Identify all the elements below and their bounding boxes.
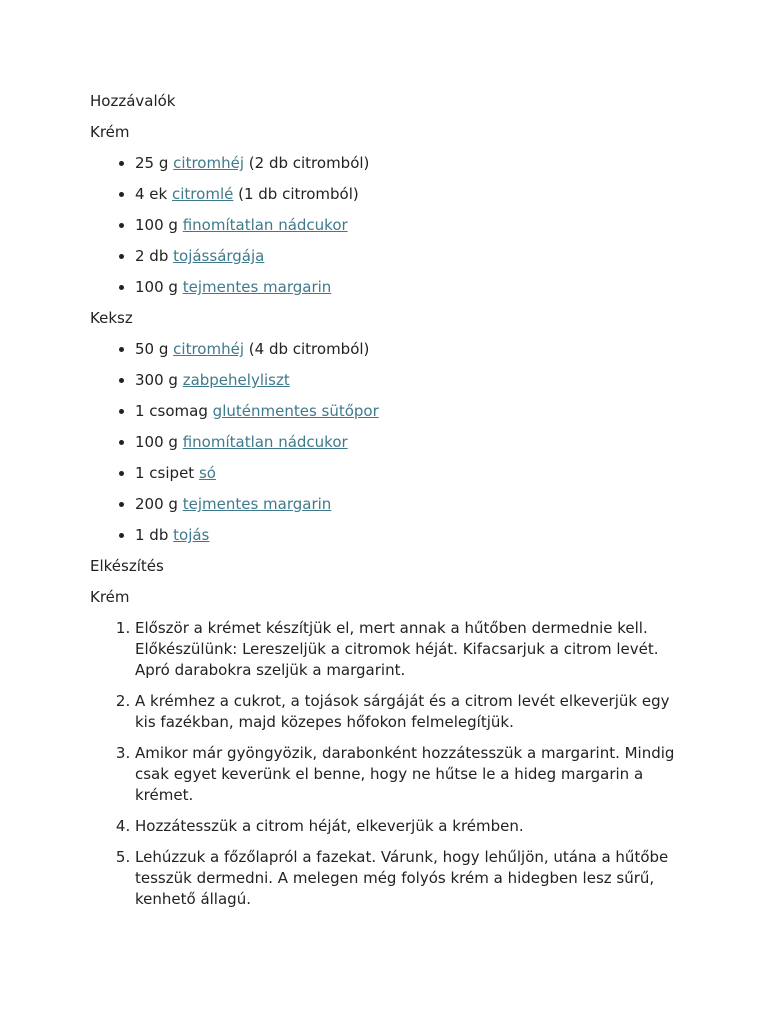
ingredient-link[interactable]: tejmentes margarin: [182, 278, 332, 296]
ingredient-link[interactable]: citromlé: [172, 185, 234, 203]
ingredient-quantity: 4 ek: [135, 185, 168, 203]
ingredient-quantity: 1 csomag: [135, 402, 208, 420]
ingredients-heading: Hozzávalók: [90, 92, 176, 110]
ingredient-quantity: 50 g: [135, 340, 169, 358]
ingredient-item: [135, 463, 684, 484]
cream-preparation-heading: Krém: [90, 588, 130, 606]
cream-ingredients-heading: Krém: [90, 123, 130, 141]
ingredient-link[interactable]: tojássárgája: [173, 247, 265, 265]
ingredient-link[interactable]: zabpehelyliszt: [182, 371, 290, 389]
ingredient-item: [135, 246, 684, 267]
ingredient-item: [135, 525, 684, 546]
ingredient-quantity: 2 db: [135, 247, 169, 265]
ingredient-link[interactable]: tojás: [173, 526, 210, 544]
cream-preparation-steps: [90, 618, 684, 910]
ingredient-link[interactable]: citromhéj: [173, 154, 244, 172]
preparation-step: 3. Amikor már gyöngyözik, darabonként hozzátesszük a margarint. Mindig csak egyet keverünk el benne, hogy ne hűtse le a hideg margarin a krémet.: [135, 743, 684, 806]
biscuit-ingredients-heading: Keksz: [90, 309, 133, 327]
ingredient-item: [135, 339, 684, 360]
ingredient-link[interactable]: finomítatlan nádcukor: [182, 216, 348, 234]
ingredient-quantity: 300 g: [135, 371, 178, 389]
ingredient-quantity: 200 g: [135, 495, 178, 513]
ingredient-note: (2 db citromból): [248, 154, 370, 172]
ingredient-quantity: 100 g: [135, 216, 178, 234]
ingredient-item: [135, 401, 684, 422]
ingredient-note: (4 db citromból): [248, 340, 370, 358]
ingredient-quantity: 100 g: [135, 433, 178, 451]
ingredient-item: [135, 370, 684, 391]
ingredient-quantity: 25 g: [135, 154, 169, 172]
ingredient-link[interactable]: finomítatlan nádcukor: [182, 433, 348, 451]
ingredient-link[interactable]: gluténmentes sütőpor: [212, 402, 379, 420]
ingredient-note: (1 db citromból): [238, 185, 359, 203]
cream-ingredient-list: [90, 153, 684, 298]
ingredient-quantity: 100 g: [135, 278, 178, 296]
preparation-step: 2. A krémhez a cukrot, a tojások sárgáját és a citrom levét elkeverjük egy kis fazékban, majd közepes hőfokon felmelegítjük.: [135, 691, 684, 733]
ingredient-item: [135, 153, 684, 174]
biscuit-ingredient-list: [90, 339, 684, 546]
ingredient-item: [135, 184, 684, 205]
preparation-step: 4. Hozzátesszük a citrom héját, elkeverjük a krémben.: [135, 816, 684, 837]
ingredient-item: [135, 494, 684, 515]
preparation-step: 5. Lehúzzuk a főzőlapról a fazekat. Várunk, hogy lehűljön, utána a hűtőbe tesszük dermedni. A melegen még folyós krém a hidegben lesz sűrű, kenhető állagú.: [135, 847, 684, 910]
ingredient-link[interactable]: citromhéj: [173, 340, 244, 358]
ingredient-item: [135, 277, 684, 298]
preparation-heading: Elkészítés: [90, 557, 164, 575]
ingredient-quantity: 1 db: [135, 526, 169, 544]
ingredient-item: [135, 215, 684, 236]
preparation-step: 1. Először a krémet készítjük el, mert annak a hűtőben dermednie kell. Előkészülünk: Lereszeljük a citromok héját. Kifacsarjuk a citrom levét. Apró darabokra szeljük a margarint.: [135, 618, 684, 681]
ingredient-link[interactable]: só: [198, 464, 216, 482]
ingredient-link[interactable]: tejmentes margarin: [182, 495, 332, 513]
ingredient-item: [135, 432, 684, 453]
ingredient-quantity: 1 csipet: [135, 464, 195, 482]
